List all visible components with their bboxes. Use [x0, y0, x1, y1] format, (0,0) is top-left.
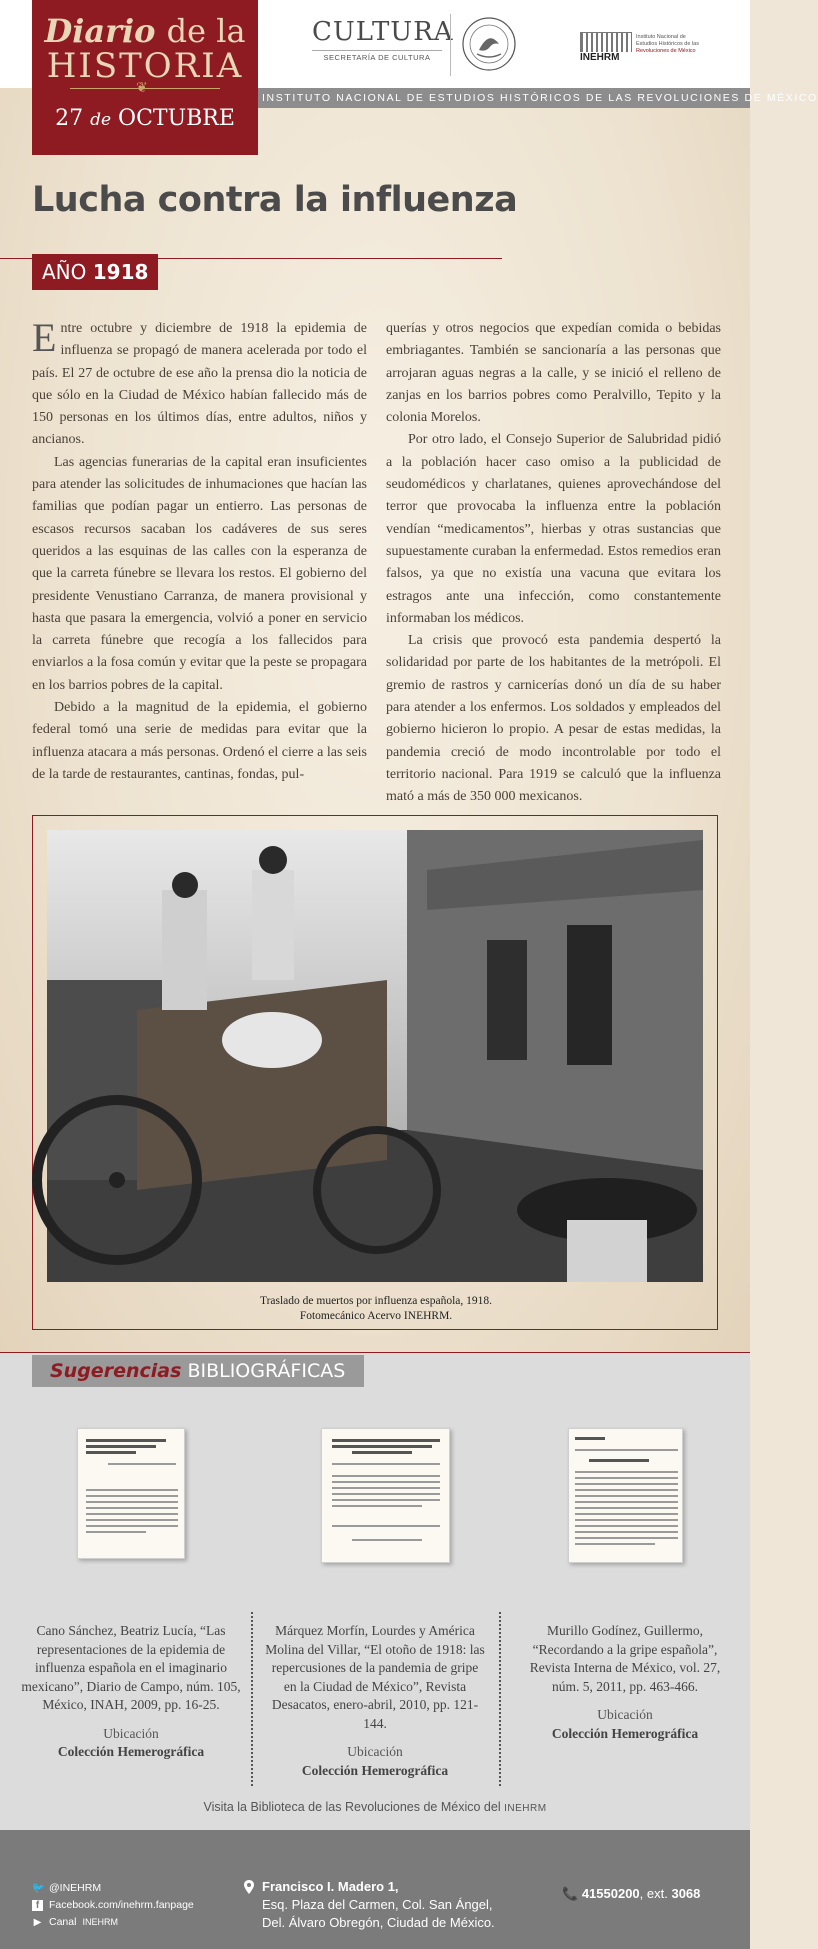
- youtube-link[interactable]: ▶ Canal INEHRM: [33, 1916, 118, 1928]
- paragraph-1: Entre octubre y diciembre de 1918 la epidemia de influenza se propagó de manera acelerada por todo el país. El 27 de octubre de ese año la prensa dio la noticia de que sólo en la Ciudad de México habían fallecido más de 150 personas en los últimos días, entre adultos, niños y ancianos.: [32, 315, 367, 448]
- phone-number[interactable]: 📞 41550200, ext. 3068: [562, 1886, 701, 1901]
- paragraph-4: Por otro lado, el Consejo Superior de Salubridad pidió a la población hacer caso omiso a la publicidad de seudomédicos y charlatanes, quienes aprovechándose del terror que provocaba la influenza entre la población vendían “medicamentos”, hierbas y otras sustancias que supuestamente curaban la enfermedad. Estos remedios eran falsos, ya que no existía una vacuna que evitara los estragos ante una infección, como constantemente informaban los médicos.: [386, 432, 721, 626]
- institute-strip: INSTITUTO NACIONAL DE ESTUDIOS HISTÓRICOS DE LAS REVOLUCIONES DE MÉXICO: [256, 88, 750, 108]
- location-label: Ubicación: [103, 1725, 159, 1741]
- paragraph-3: Debido a la magnitud de la epidemia, el gobierno federal tomó una serie de medidas para evitar que la influenza atacara a más personas. Ordenó el cierre a las seis de la tarde de restaurantes, cantinas, fondas, pul-: [32, 700, 367, 782]
- paragraph-3-continued: querías y otros negocios que expedían comida o bebidas embriagantes. También se sancionaría a las personas que arrojaran aguas negras a la calle, y se inició el relleno de zanjas en los barrios pobres como Peralvillo, Tepito y la colonia Morelos.: [386, 321, 721, 426]
- location-pin-icon: [244, 1880, 254, 1894]
- cultura-name: CULTURA: [312, 17, 454, 47]
- suggestions-heading: Sugerencias BIBLIOGRÁFICAS: [32, 1355, 364, 1387]
- phone-icon: 📞: [562, 1886, 579, 1901]
- reference-text: Márquez Morfín, Lourdes y América Molina del Villar, “El otoño de 1918: las repercusiones de la pandemia de gripe en la Ciudad de México”, Revista Desacatos, enero-abril, 2010, pp. 121-144.: [265, 1623, 485, 1731]
- article-column-left: [32, 315, 367, 786]
- twitter-link[interactable]: 🐦 @INEHRM: [32, 1882, 102, 1894]
- historical-photo[interactable]: [47, 830, 703, 1282]
- facebook-icon: f: [32, 1900, 43, 1911]
- diario-badge: [32, 0, 258, 155]
- reference-text: Cano Sánchez, Beatriz Lucía, “Las representaciones de la epidemia de influenza española en el imaginario mexicano”, Diario de Campo, núm. 105, México, INAH, 2009, pp. 16-25.: [21, 1623, 241, 1712]
- inehrm-name: INEHRM: [580, 52, 634, 63]
- badge-diario: Diario: [44, 12, 156, 50]
- collection-label: Colección Hemerográfica: [57, 1744, 205, 1759]
- article-column-right: [386, 318, 721, 809]
- photo-caption: [33, 1294, 719, 1324]
- address: Francisco I. Madero 1, Esq. Plaza del Carmen, Col. San Ángel, Del. Álvaro Obregón, Ciudad de México.: [244, 1878, 495, 1932]
- badge-historia: HISTORIA: [46, 46, 244, 86]
- book-cover-1[interactable]: [77, 1428, 185, 1559]
- caption-line-1: Traslado de muertos por influenza española, 1918.: [259, 1295, 493, 1307]
- location-label: Ubicación: [597, 1707, 653, 1722]
- mexico-seal-icon: [450, 14, 520, 76]
- social-links: [32, 1880, 194, 1931]
- cultura-logo[interactable]: [312, 17, 454, 62]
- reference-1: [21, 1622, 241, 1762]
- page-title: Lucha contra la influenza: [32, 180, 518, 220]
- book-cover-3[interactable]: [568, 1428, 683, 1563]
- paragraph-2: Las agencias funerarias de la capital eran insuficientes para atender las solicitudes de inhumaciones que hacían las familias que podían pagar un entierro. Las personas de escasos recursos sacaban los cadáveres de sus seres queridos a las esquinas de las calles con la esperanza de que la carreta fúnebre se llevara los restos. El gobierno del presidente Venustiano Carranza, de manera provisional y hasta que pasara la emergencia, volvió a poner en servicio la carreta fúnebre que recogía a los fallecidos para enviarlos a la fosa común y evitar que la peste se propagara en los barrios pobres de la capital.: [32, 454, 367, 693]
- facebook-link[interactable]: f Facebook.com/inehrm.fanpage: [32, 1897, 194, 1914]
- reference-text: Murillo Godínez, Guillermo, “Recordando a la gripe española”, Revista Interna de México, vol. 27, núm. 5, 2011, pp. 463-466.: [529, 1623, 721, 1694]
- inehrm-description: Instituto Nacional de Estudios Históricos de las Revoluciones de México: [636, 34, 699, 54]
- section-divider: [0, 1352, 750, 1353]
- column-separator: [499, 1612, 501, 1786]
- footer: [0, 1830, 750, 1949]
- paragraph-5: La crisis que provocó esta pandemia despertó la solidaridad por parte de los habitantes de la metrópoli. El gremio de rastros y carnicerías donó un día de su haber para atender a los enfermos. Los soldados y empleados del gobierno hicieron lo propio. A pesar de estas medidas, la pandemia creció de modo incontrolable por todo el territorio nacional. Para 1919 se calculó que la influenza mató a más de 350 000 mexicanos.: [386, 633, 721, 805]
- location-label: Ubicación: [347, 1744, 403, 1759]
- reference-3: [515, 1622, 735, 1743]
- column-separator: [251, 1612, 253, 1786]
- ornament-icon: [70, 88, 220, 100]
- reference-2: [265, 1622, 485, 1780]
- year-badge: AÑO 1918: [32, 254, 158, 290]
- drop-cap: E: [32, 315, 57, 360]
- cultura-subtitle: SECRETARÍA DE CULTURA: [312, 50, 442, 62]
- collection-label: Colección Hemerográfica: [301, 1762, 449, 1778]
- photo-frame: [32, 815, 718, 1330]
- caption-line-2: Fotomecánico Acervo INEHRM.: [299, 1310, 453, 1322]
- badge-de-la: de la: [166, 12, 246, 50]
- badge-date: 27 de OCTUBRE: [55, 106, 235, 131]
- youtube-icon: ▶: [33, 1917, 42, 1928]
- book-cover-2[interactable]: [321, 1428, 450, 1563]
- library-visit-text: Visita la Biblioteca de las Revoluciones de México del INEHRM: [203, 1800, 547, 1814]
- collection-label: Colección Hemerográfica: [551, 1725, 699, 1741]
- twitter-icon: 🐦: [32, 1883, 45, 1894]
